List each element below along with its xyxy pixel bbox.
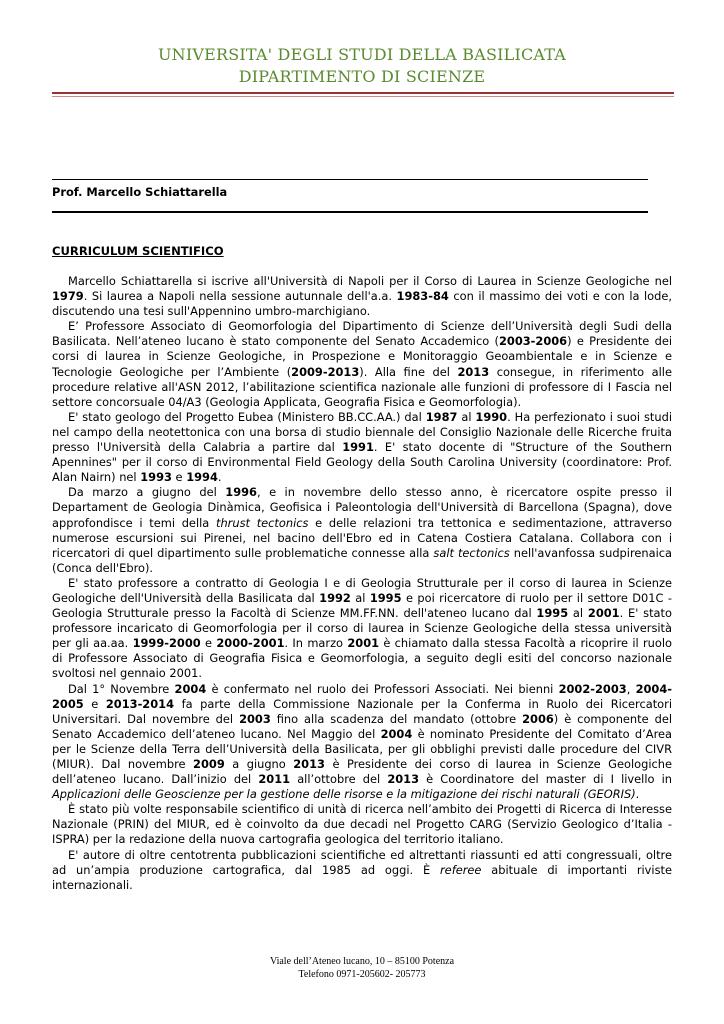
bold-text: 1996 [225, 485, 257, 500]
bold-text: 1990 [475, 409, 508, 424]
department-name: DIPARTIMENTO DI SCIENZE [238, 67, 486, 86]
footer-phone: Telefono 0971-205602- 205773 [298, 969, 426, 980]
text-run: ) e Presidente dei corsi di laurea in Scienze Geologiche, in Prospezione e Monitoraggio Geoambientale e in Scienze e Tecnologie Geologiche per l’Ambiente ( [52, 334, 672, 379]
footer-address: Viale dell’Ateneo lucano, 10 – 85100 Potenza [269, 956, 455, 967]
italic-text: salt tectonics [433, 545, 510, 560]
text-run: . Si laurea a Napoli nella sessione autunnale dell'a.a. [83, 289, 397, 304]
bold-text: 1983-84 [396, 289, 449, 304]
italic-text: Applicazioni delle Geoscienze per la gestione delle risorse e la mitigazione dei rischi naturali (GEORIS) [52, 787, 636, 802]
bold-text: 2003-2006 [498, 334, 568, 349]
text-run: ). Alla fine del [359, 364, 458, 379]
text-run: al [457, 409, 476, 424]
bold-text: 1995 [536, 606, 569, 621]
text-run: e [171, 470, 187, 485]
bold-text: 2013 [387, 772, 420, 787]
text-run: Dal 1° Novembre [68, 681, 175, 696]
text-run: e delle relazioni tra tettonica e sedimentazione, attraverso numerose escursioni sui Pirenei, nel bacino dell'Ebro ed in Catena Costiera Catalana. Collabora con i ricercatori di quel dipartimento sulle problematiche connesse alla [52, 515, 673, 560]
text-run: a giugno [224, 757, 294, 771]
bold-text: 1999-2000 [132, 636, 201, 651]
text-run: fa parte della Commissione Nazionale per la Conferma in Ruolo dei Ricercatori Universitari. Dal novembre del [52, 696, 672, 726]
letterhead [0, 44, 724, 88]
cv-paragraph [52, 848, 672, 893]
text-run: e [200, 636, 217, 651]
text-run: , e in novembre dello stesso anno, è ricercatore ospite presso il Departament de Geologia Dinàmica, Geofisica i Paleontologia dell'Università di Barcellona (Spagna), dove approfondisce i temi della [52, 485, 673, 530]
bold-text: 2009-2013 [291, 364, 360, 379]
bold-text: 1993 [140, 470, 172, 485]
text-run: e poi ricercatore di ruolo per il settore D01C - Geologia Strutturale presso la Facoltà di Scienze MM.FF.NN. dell'ateneo lucano dal [52, 590, 672, 621]
text-run: . E' stato docente di "Structure of the Southern Apennines" per il corso di Environmental Field Geology della South Carolina University (coordinatore: Prof. Alan Nairn) nel [52, 440, 672, 485]
bold-text: 2002-2003 [558, 681, 627, 696]
text-run: è chiamato dalla stessa Facoltà a ricoprire il ruolo di Professore Associato di Geografia Fisica e Geomorfologia, a seguito degli esiti del concorso nazionale svoltosi nel gennaio 2001. [52, 636, 672, 681]
text-run: . Ha perfezionato i suoi studi nel campo della neotettonica con una borsa di studio biennale del Consiglio Nazionale delle Ricerche fruita presso l'Università della Calabria a partire dal [52, 409, 672, 455]
bold-text: 2003 [239, 711, 271, 726]
bold-text: 2000-2001 [216, 636, 285, 651]
bold-text: 2011 [258, 772, 291, 787]
bold-text: 1979 [52, 289, 84, 304]
text-run: . In marzo [284, 636, 348, 651]
text-run: . [217, 470, 222, 485]
header-rule [52, 92, 674, 94]
footer [0, 955, 724, 981]
bold-text: 1994 [186, 470, 218, 485]
text-run: all’ottobre del [290, 772, 388, 787]
text-run: e [83, 696, 106, 711]
text-run: È stato più volte responsabile scientifico di unità di ricerca nell’ambito dei Progetti di Ricerca di Interesse Nazionale (PRIN) del MIUR, ed è coinvolto da due decadi nel Progetto CARG (Servizio Geologico d’Italia - ISPRA) per la redazione della nuova cartografia geologica del territorio italiano. [52, 802, 672, 847]
bold-text: 2004-2005 [52, 681, 672, 711]
bold-text: 2006 [522, 711, 554, 726]
italic-text: referee [440, 862, 482, 877]
professor-name: Prof. Marcello Schiattarella [52, 185, 228, 199]
text-run: al [568, 606, 588, 621]
cv-paragraph [52, 576, 672, 682]
cv-paragraph [52, 274, 672, 319]
text-run: è Presidente dei corso di laurea in Scienze Geologiche dell’ateneo lucano. Dall’inizio del [52, 757, 672, 787]
text-run: E’ Professore Associato di Geomorfologia del Dipartimento di Scienze dell’Università degli Sudi della Basilicata. Nell’ateneo lucano è stato componente del Senato Accademico ( [52, 319, 672, 349]
cv-paragraph [52, 802, 672, 847]
text-run: E' autore di oltre centotrenta pubblicazioni scientifiche ed altrettanti riassunti ed atti congressuali, oltre ad un’ampia produzione cartografica, dal 1985 ad oggi. È [52, 847, 672, 877]
text-run: Marcello Schiattarella si iscrive all'Università di Napoli per il Corso di Laurea in Scienze Geologiche nel [68, 274, 672, 288]
text-run: . [635, 787, 640, 802]
bold-text: 2009 [193, 757, 225, 771]
text-run: Da marzo a giugno del [68, 485, 226, 500]
name-rule-bottom [52, 211, 648, 213]
cv-paragraph [52, 485, 672, 576]
text-run: con il massimo dei voti e con la lode, discutendo una tesi sull'Appennino umbro-marchigiano. [52, 289, 672, 319]
text-run: fino alla scadenza del mandato (ottobre [270, 711, 523, 726]
cv-paragraph [52, 410, 672, 485]
bold-text: 1991 [342, 440, 374, 455]
text-run: E' stato geologo del Progetto Eubea (Ministero BB.CC.AA.) dal [68, 409, 426, 424]
header-rule-thin [52, 96, 674, 97]
bold-text: 2013 [293, 757, 325, 771]
text-run: è Coordinatore del master di I livello in [419, 772, 672, 787]
text-run: è nominato Presidente del Comitato d’Area per le Scienze della Terra dell’Università della Basilicata, per gli obblighi previsti dalle procedure del CIVR (MIUR). Dal novembre [52, 726, 672, 771]
bold-text: 1995 [369, 590, 402, 605]
cv-body [52, 274, 672, 893]
name-rule-top [52, 179, 648, 180]
text-run: ) è componente del Senato Accademico dell’ateneo lucano. Nel Maggio del [52, 711, 672, 741]
section-title: CURRICULUM SCIENTIFICO [52, 244, 224, 258]
bold-text: 2013 [457, 364, 490, 379]
text-run: . E' stato professore incaricato di Geomorfologia per il corso di laurea in Scienze Geologiche della stessa università per gli aa.aa. [52, 606, 672, 651]
cv-paragraph [52, 319, 672, 410]
university-name: UNIVERSITA' DEGLI STUDI DELLA BASILICATA [157, 45, 567, 64]
bold-text: 2004 [174, 681, 207, 696]
bold-text: 1992 [319, 590, 351, 605]
cv-paragraph [52, 682, 672, 803]
bold-text: 2004 [380, 726, 413, 741]
bold-text: 2001 [587, 606, 620, 621]
text-run: abituale di importanti riviste internazionali. [52, 862, 672, 892]
text-run: al [350, 590, 370, 605]
bold-text: 2013-2014 [105, 696, 175, 711]
italic-text: thrust tectonics [215, 515, 309, 530]
text-run: consegue, in riferimento alle procedure relative all'ASN 2012, l’abilitazione scientifica nazionale alle funzioni di professore di I Fascia nel settore concorsuale 04/A3 (Geologia Applicata, Geografia Fisica e Geomorfologia). [52, 364, 672, 409]
text-run: , [626, 681, 636, 696]
bold-text: 2001 [347, 636, 380, 651]
text-run: nell'avanfossa sudpirenaica (Conca dell'Ebro). [52, 545, 672, 575]
text-run: E' stato professore a contratto di Geologia I e di Geologia Strutturale per il corso di laurea in Scienze Geologiche dell'Università della Basilicata dal [52, 575, 672, 605]
text-run: è confermato nel ruolo dei Professori Associati. Nei bienni [206, 681, 559, 696]
bold-text: 1987 [425, 409, 458, 424]
